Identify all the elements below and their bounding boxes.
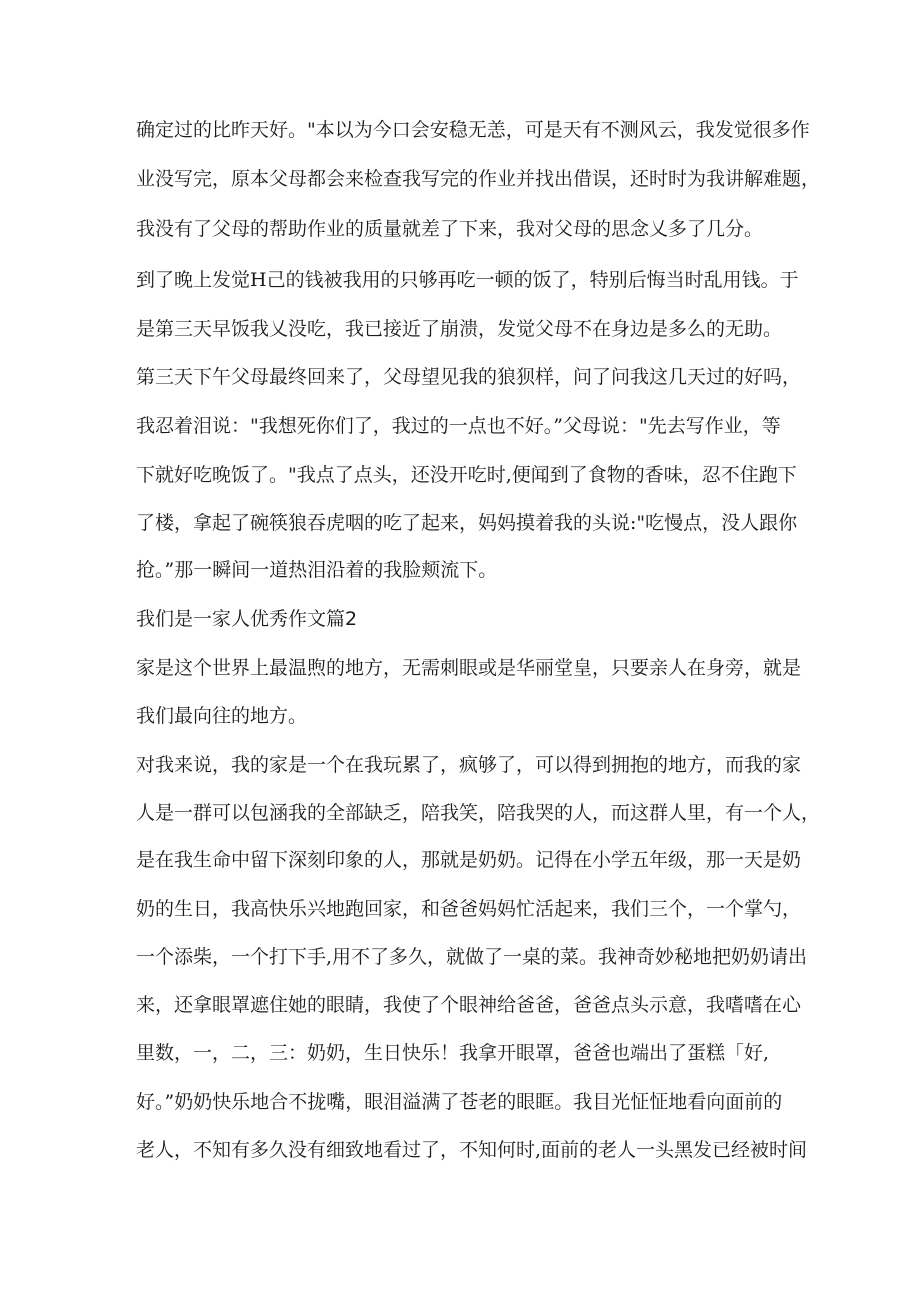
paragraph-line: 第三天下午父母最终回来了，父母望见我的狼狈样，问了问我这几天过的好吗，	[136, 366, 802, 388]
paragraph-line: 下就好吃晚饭了。"我点了点头，还没开吃时,便闻到了食物的香味，忍不住跑下	[136, 464, 797, 486]
paragraph-line: 人是一群可以包涵我的全部缺乏，陪我笑，陪我哭的人，而这群人里，有一个人，	[136, 802, 821, 824]
paragraph-line: 对我来说，我的家是一个在我玩累了，疯够了，可以得到拥抱的地方，而我的家	[136, 754, 802, 776]
paragraph-line: 了楼，拿起了碗筷狼吞虎咽的吃了起来，妈妈摸着我的头说:"吃慢点，没人跟你	[136, 512, 798, 534]
paragraph-line: 里数，一，二，三：奶奶，生日快乐！我拿开眼罩，爸爸也端出了蛋糕「好,	[136, 1042, 770, 1064]
paragraph-line: 是在我生命中留下深刻印象的人，那就是奶奶。记得在小学五年级，那一天是奶	[136, 849, 802, 871]
paragraph-line: 确定过的比昨天好。"本以为今口会安稳无恙，可是天有不测风云，我发觉很多作	[136, 119, 810, 141]
section-heading: 我们是一家人优秀作文篇2	[136, 608, 358, 630]
paragraph-line: 业没写完，原本父母都会来检查我写完的作业并找出借误，还时时为我讲解难题，	[136, 168, 821, 190]
paragraph-line: 我们最向往的地方。	[136, 705, 308, 727]
paragraph-line: 抢。”那一瞬间一道热泪沿着的我脸颊流下。	[136, 559, 498, 581]
paragraph-line: 我没有了父母的帮助作业的质量就差了下来，我对父母的思念乂多了几分。	[136, 218, 764, 240]
paragraph-line: 奶的生日，我高快乐兴地跑回家，和爸爸妈妈忙活起来，我们三个，一个掌勺，	[136, 898, 802, 920]
paragraph-line: 家是这个世界上最温煦的地方，无需刺眼或是华丽堂皇，只要亲人在身旁，就是	[136, 657, 802, 679]
paragraph-line: 到了晚上发觉H己的钱被我用的只够再吃一顿的饭了，特别后悔当时乱用钱。于	[136, 269, 799, 291]
paragraph-line: 一个添柴，一个打下手,用不了多久，就做了一桌的菜。我神奇妙秘地把奶奶请出	[136, 946, 808, 968]
paragraph-line: 好。”奶奶快乐地合不拢嘴，眼泪溢满了苍老的眼眶。我目光怔怔地看向面前的	[136, 1091, 783, 1113]
paragraph-line: 来，还拿眼罩遮住她的眼睛，我使了个眼神给爸爸，爸爸点头示意，我嗜嗜在心	[136, 994, 802, 1016]
paragraph-line: 我忍着泪说："我想死你们了，我过的一点也不好。”父母说："先去写作业，等	[136, 415, 781, 437]
paragraph-line: 是第三天早饭我乂没吃，我已接近了崩溃，发觉父母不在身边是多么的无助。	[136, 318, 783, 340]
paragraph-line: 老人，不知有多久没有细致地看过了，不知何时,面前的老人一头黑发已经被时间	[136, 1139, 808, 1161]
